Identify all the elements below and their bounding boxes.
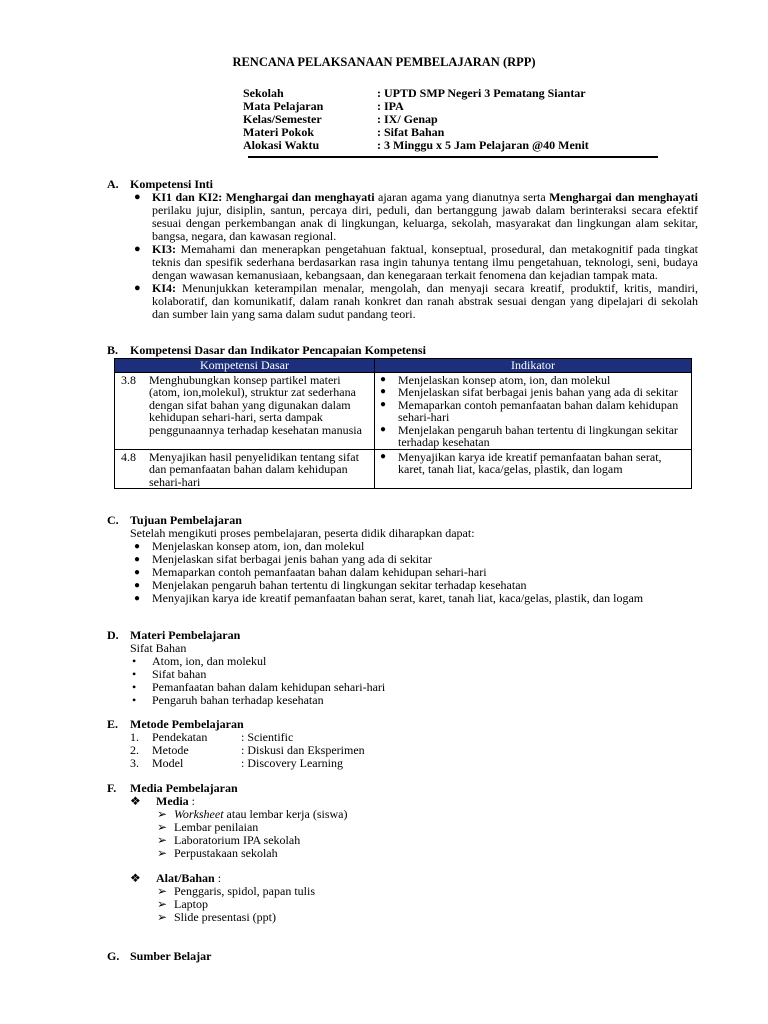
table-header-kd: Kompetensi Dasar — [115, 359, 375, 373]
list-item-text: Menyajikan karya ide kreatif pemanfaatan bahan serat, karet, tanah liat, kaca/gelas, plastik, dan logam — [152, 591, 644, 605]
list-item-text: Laptop — [174, 897, 208, 911]
indikator-item — [378, 451, 688, 476]
indikator-text: Menjelaskan konsep atom, ion, dan molekul — [398, 372, 611, 387]
arrow-bullet-icon: ➢ — [157, 846, 168, 860]
info-value: : IX/ Genap — [377, 112, 438, 126]
item-value: : Discovery Learning — [241, 756, 343, 770]
item-number: 1. — [130, 730, 139, 744]
list-item-text: Perpustakaan sekolah — [174, 846, 278, 860]
ki-item — [130, 191, 698, 243]
list-item-text: Memaparkan contoh pemanfaatan bahan dalam kehidupan sehari-hari — [152, 565, 487, 579]
ki-text: ajaran agama yang dianutnya serta — [378, 190, 546, 204]
indikator-item — [378, 399, 688, 424]
list-item-text: Menjelakan pengaruh bahan tertentu di lingkungan sekitar terhadap kesehatan — [152, 578, 527, 592]
ki-item — [130, 282, 698, 321]
list-item — [130, 731, 698, 744]
item-value: : Scientific — [241, 730, 294, 744]
arrow-bullet-icon: ➢ — [157, 884, 168, 898]
item-key: Metode — [152, 743, 189, 757]
table-row — [115, 449, 692, 489]
section-b-heading — [107, 344, 426, 357]
list-item-text: atau lembar kerja (siswa) — [223, 807, 348, 821]
indikator-text: Menyajikan karya ide kreatif pemanfaatan bahan serat, karet, tanah liat, kaca/gelas, plastik, dan logam — [398, 449, 662, 476]
list-item — [130, 911, 698, 924]
section-letter: B. — [107, 343, 119, 357]
list-item-text: Sifat bahan — [152, 667, 207, 681]
info-label: Mata Pelajaran — [243, 99, 324, 113]
list-item — [130, 744, 698, 757]
bullet-icon: ● — [134, 191, 141, 203]
arrow-bullet-icon: ➢ — [157, 910, 168, 924]
kompetensi-table — [114, 358, 692, 489]
media-heading: ❖ Media : — [130, 794, 196, 808]
bullet-icon: • — [132, 680, 137, 694]
indikator-text: Memaparkan contoh pemanfaatan bahan dalam kehidupan sehari-hari — [398, 397, 679, 424]
ki-bold: Menghargai dan menghayati — [549, 190, 698, 204]
info-block — [243, 87, 663, 152]
info-label: Alokasi Waktu — [243, 138, 320, 152]
section-title: Kompetensi Dasar dan Indikator Pencapaian Kompetensi — [130, 343, 426, 357]
arrow-bullet-icon: ➢ — [157, 807, 168, 821]
section-letter: C. — [107, 513, 119, 527]
list-item-text: Penggaris, spidol, papan tulis — [174, 884, 315, 898]
list-item-text: Atom, ion, dan molekul — [152, 654, 267, 668]
bullet-icon: ● — [134, 282, 141, 294]
section-title: Kompetensi Inti — [130, 177, 214, 191]
ki-text: perilaku jujur, disiplin, santun, percaya diri, peduli, dan bertanggung jawab dalam berinteraksi secara efektif sesuai dengan perkembangan anak di lingkungan, keluarga, sekolah, masyarakat dan lingkungan alam sekitar, bangsa, negara, dan kawasan regional. — [152, 203, 698, 243]
bullet-icon: ● — [380, 423, 387, 435]
item-number: 2. — [130, 743, 139, 757]
section-title: Tujuan Pembelajaran — [130, 513, 242, 527]
ki-label: KI1 dan KI2: — [152, 190, 223, 204]
info-value: : UPTD SMP Negeri 3 Pematang Siantar — [377, 86, 586, 100]
section-letter: D. — [107, 628, 119, 642]
section-letter: E. — [107, 717, 119, 731]
indikator-text: Menjelakan pengaruh bahan tertentu di lingkungan sekitar terhadap kesehatan — [398, 422, 678, 449]
list-item — [130, 694, 698, 707]
info-label: Sekolah — [243, 86, 284, 100]
media-list — [130, 795, 698, 860]
bullet-icon: ● — [134, 554, 141, 565]
arrow-bullet-icon: ➢ — [157, 897, 168, 911]
section-g-heading — [107, 950, 211, 963]
diamond-bullet-icon: ❖ — [130, 871, 141, 885]
list-item — [130, 885, 698, 898]
list-item-text: Menjelaskan sifat berbagai jenis bahan yang ada di sekitar — [152, 552, 432, 566]
list-item-text: Menjelaskan konsep atom, ion, dan molekul — [152, 539, 365, 553]
table-header-row — [115, 359, 692, 373]
item-key: Pendekatan — [152, 730, 208, 744]
materi-intro: Sifat Bahan — [130, 641, 187, 655]
alat-list — [130, 872, 698, 924]
ki-text: Menunjukkan keterampilan menalar, mengolah, dan menyaji secara kreatif, produktif, kritis, mandiri, kolaboratif, dan komunikatif, dalam ranah konkret dan ranah abstrak sesuai dengan yang dipelajari di sekolah dan sumber lain yang sama dalam sudut pandang teori. — [152, 281, 698, 321]
item-key: Model — [152, 756, 184, 770]
tujuan-intro: Setelah mengikuti proses pembelajaran, peserta didik diharapkan dapat: — [130, 526, 475, 540]
list-item-text: Laboratorium IPA sekolah — [174, 833, 301, 847]
list-item-italic: Worksheet — [174, 807, 224, 821]
bullet-icon: ● — [134, 243, 141, 255]
info-label: Materi Pokok — [243, 125, 314, 139]
ki-item — [130, 243, 698, 282]
bullet-icon: ● — [134, 567, 141, 578]
diamond-bullet-icon: ❖ — [130, 794, 141, 808]
bullet-icon: ● — [380, 386, 387, 397]
ki-label: KI4: — [152, 281, 176, 295]
info-value: : 3 Minggu x 5 Jam Pelajaran @40 Menit — [377, 138, 589, 152]
ki-text: Memahami dan menerapkan pengetahuan faktual, konseptual, prosedural, dan metakognitif pada tingkat teknis dan spesifik sederhana berdasarkan rasa ingin tahunya tentang ilmu pengetahuan, teknologi, seni, budaya dengan wawasan kemanusiaan, kebangsaan, dan kenegaraan terkait fenomena dan kejadian tampak mata. — [152, 242, 698, 282]
kd-number: 3.8 — [115, 372, 147, 449]
table-row — [115, 372, 692, 449]
indikator-text: Menjelaskan sifat berbagai jenis bahan yang ada di sekitar — [398, 385, 678, 399]
section-letter: G. — [107, 949, 120, 963]
indikator-cell — [375, 449, 692, 489]
section-title: Materi Pembelajaran — [130, 628, 241, 642]
alat-label: Alat/Bahan — [156, 871, 215, 885]
media-label: Media — [156, 794, 189, 808]
bullet-icon: ● — [134, 593, 141, 604]
info-value: : IPA — [377, 99, 404, 113]
section-title: Metode Pembelajaran — [130, 717, 244, 731]
item-value: : Diskusi dan Eksperimen — [241, 743, 365, 757]
section-letter: F. — [107, 781, 117, 795]
bullet-icon: ● — [134, 580, 141, 591]
indikator-cell — [375, 372, 692, 449]
bullet-icon: ● — [380, 450, 387, 462]
ki-bold: Menghargai dan menghayati — [225, 190, 375, 204]
info-value: : Sifat Bahan — [377, 125, 445, 139]
list-item-text: Pengaruh bahan terhadap kesehatan — [152, 693, 324, 707]
list-item — [130, 757, 698, 770]
indikator-item — [378, 424, 688, 449]
kd-text: Menyajikan hasil penyelidikan tentang sifat dan pemanfaatan bahan dalam kehidupan sehari-hari — [146, 449, 375, 489]
table-header-indikator: Indikator — [375, 359, 692, 373]
bullet-icon: • — [132, 654, 137, 668]
arrow-bullet-icon: ➢ — [157, 820, 168, 834]
section-letter: A. — [107, 177, 119, 191]
bullet-icon: ● — [380, 398, 387, 410]
bullet-icon: ● — [380, 373, 387, 385]
section-title: Media Pembelajaran — [130, 781, 238, 795]
tujuan-list — [130, 527, 690, 605]
arrow-bullet-icon: ➢ — [157, 833, 168, 847]
ki-label: KI3: — [152, 242, 176, 256]
document-title: RENCANA PELAKSANAAN PEMBELAJARAN (RPP) — [232, 55, 536, 69]
list-item-text: Pemanfaatan bahan dalam kehidupan sehari-hari — [152, 680, 386, 694]
info-row — [243, 139, 663, 152]
list-item — [130, 847, 698, 860]
list-item-text: Slide presentasi (ppt) — [174, 910, 276, 924]
bullet-icon: • — [132, 667, 137, 681]
kd-number: 4.8 — [115, 449, 147, 489]
section-title: Sumber Belajar — [130, 949, 212, 963]
bullet-icon: ● — [134, 541, 141, 552]
bullet-icon: • — [132, 693, 137, 707]
list-item-text: Lembar penilaian — [174, 820, 259, 834]
kompetensi-inti-list — [130, 191, 698, 321]
kd-text: Menghubungkan konsep partikel materi (atom, ion,molekul), struktur zat sederhana dengan sifat bahan yang digunakan dalam kehidupan sehari-hari, serta dampak penggunaannya terhadap kesehatan manusia — [146, 372, 375, 449]
alat-heading: ❖ Alat/Bahan : — [130, 871, 222, 885]
metode-list — [130, 731, 698, 770]
materi-list — [130, 642, 698, 707]
list-item — [130, 655, 698, 668]
item-number: 3. — [130, 756, 139, 770]
info-label: Kelas/Semester — [243, 112, 322, 126]
header-divider — [248, 156, 658, 158]
list-item — [130, 592, 692, 605]
